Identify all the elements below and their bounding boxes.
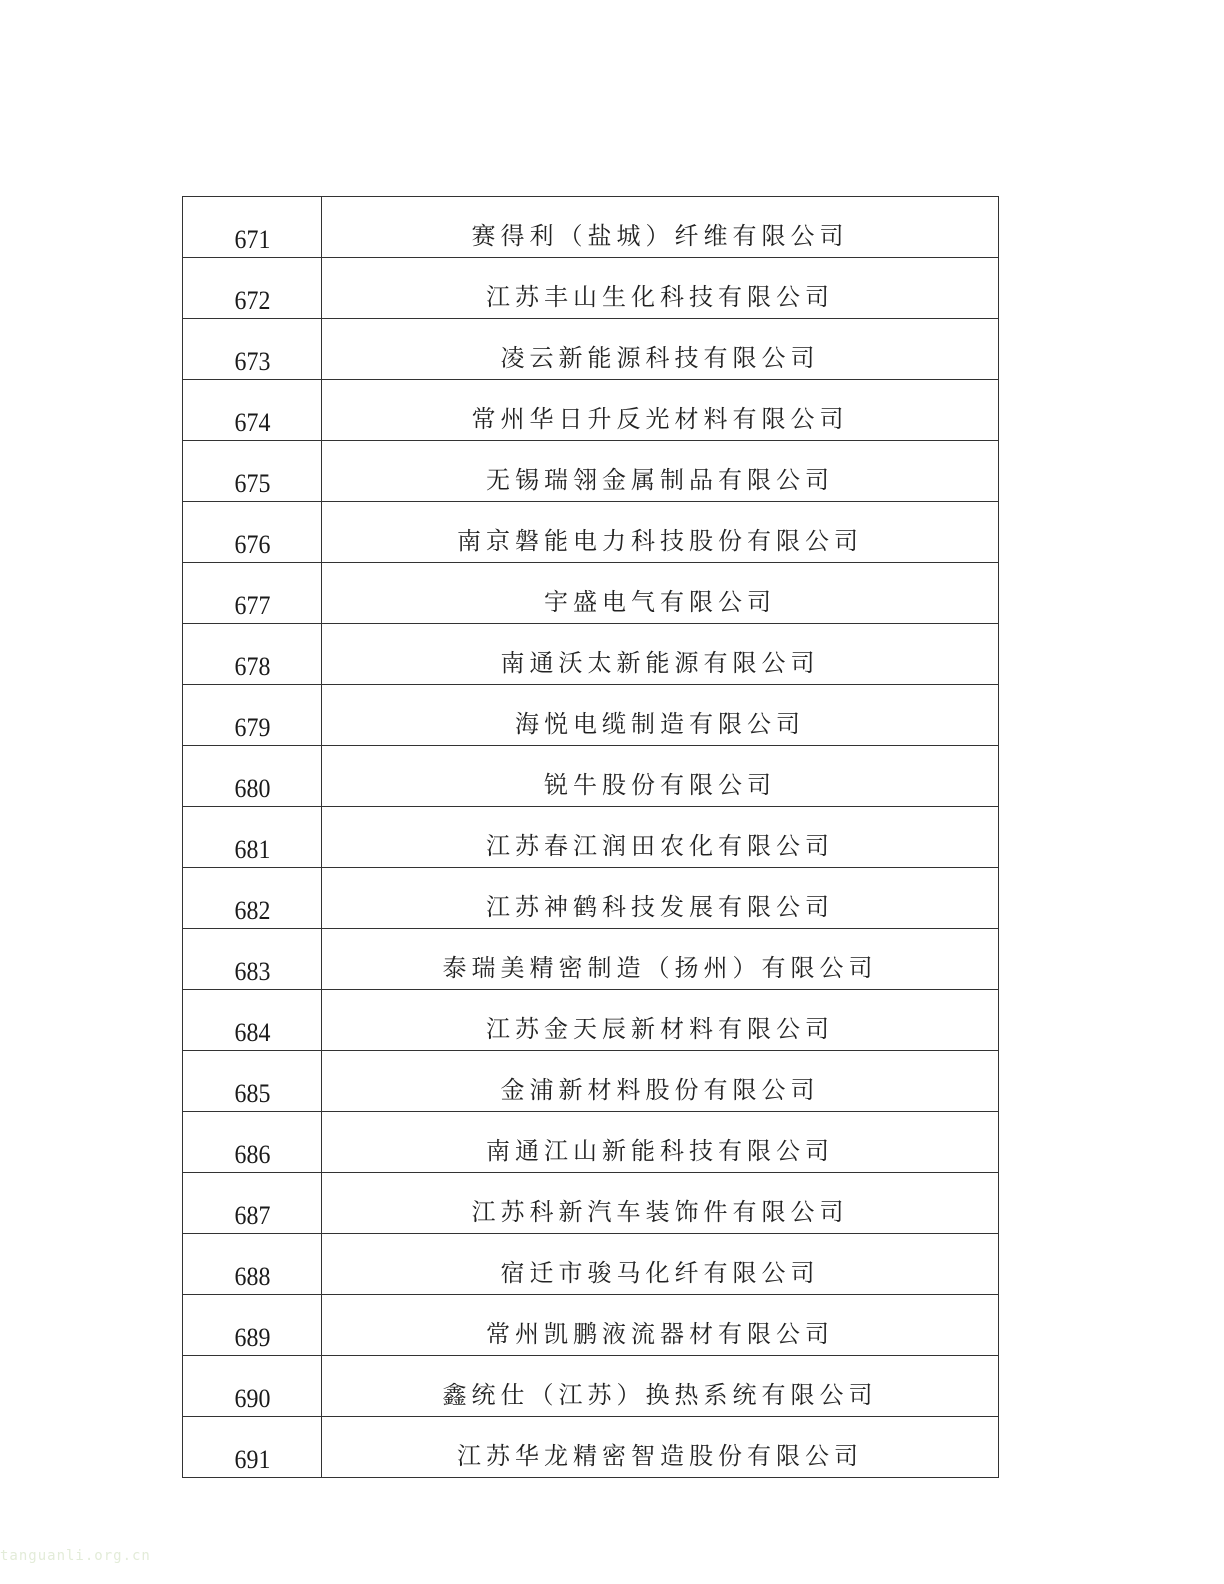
table-row [183,990,999,1051]
row-number-cell [188,990,316,1051]
table-row [183,380,999,441]
company-name-cell [322,563,999,624]
company-list-table [182,196,999,1478]
row-number: 686 [234,1140,270,1169]
row-number: 678 [234,652,270,681]
row-number-cell [188,868,316,929]
table-row [183,563,999,624]
row-number-cell [188,807,316,868]
row-number-cell [188,1173,316,1234]
row-number-cell [188,441,316,502]
row-number-cell [188,258,316,319]
company-name: 江苏春江润田农化有限公司 [486,832,834,860]
company-name: 南京磐能电力科技股份有限公司 [457,527,863,555]
row-number: 679 [234,713,270,742]
company-name-cell [322,1051,999,1112]
row-number: 676 [234,530,270,559]
row-number: 684 [234,1018,270,1047]
company-name-cell [322,441,999,502]
row-number: 688 [234,1262,270,1291]
row-number-cell [188,502,316,563]
company-name: 宿迁市骏马化纤有限公司 [500,1259,820,1287]
row-number: 674 [234,408,270,437]
company-name-cell [322,197,999,258]
row-number: 685 [234,1079,270,1108]
company-name: 江苏科新汽车装饰件有限公司 [471,1198,849,1226]
row-number: 682 [234,896,270,925]
table-row [183,1417,999,1478]
row-number-cell [188,746,316,807]
table-row [183,929,999,990]
table-row [183,1356,999,1417]
table-row [183,746,999,807]
company-name: 江苏丰山生化科技有限公司 [486,283,834,311]
row-number-cell [188,929,316,990]
company-name: 南通江山新能科技有限公司 [486,1137,834,1165]
row-number: 689 [234,1323,270,1352]
row-number: 680 [234,774,270,803]
company-name: 泰瑞美精密制造（扬州）有限公司 [442,954,878,982]
row-number-cell [188,380,316,441]
company-name-cell [322,1234,999,1295]
company-name: 江苏神鹤科技发展有限公司 [486,893,834,921]
company-name: 江苏华龙精密智造股份有限公司 [457,1442,863,1470]
company-name-cell [322,685,999,746]
table-row [183,1295,999,1356]
company-name-cell [322,929,999,990]
table-row [183,502,999,563]
table-row [183,319,999,380]
row-number: 672 [234,286,270,315]
table-row [183,1112,999,1173]
company-name: 江苏金天辰新材料有限公司 [486,1015,834,1043]
table-row [183,624,999,685]
table-row [183,685,999,746]
company-name-cell [322,1173,999,1234]
row-number: 671 [234,225,270,254]
company-name: 南通沃太新能源有限公司 [500,649,820,677]
table-row [183,1234,999,1295]
table-row [183,1051,999,1112]
row-number: 691 [234,1445,270,1474]
company-name-cell [322,868,999,929]
row-number-cell [188,685,316,746]
row-number-cell [188,1417,316,1478]
row-number-cell [188,1112,316,1173]
company-name-cell [322,1356,999,1417]
row-number-cell [188,319,316,380]
company-name-cell [322,624,999,685]
table-row [183,441,999,502]
company-name: 凌云新能源科技有限公司 [500,344,820,372]
row-number-cell [188,1051,316,1112]
row-number: 687 [234,1201,270,1230]
row-number-cell [188,1356,316,1417]
company-name: 宇盛电气有限公司 [544,588,776,616]
company-name-cell [322,258,999,319]
row-number: 681 [234,835,270,864]
company-name-cell [322,1112,999,1173]
row-number-cell [188,1295,316,1356]
row-number: 675 [234,469,270,498]
company-name-cell [322,1417,999,1478]
company-name-cell [322,319,999,380]
company-name: 无锡瑞翎金属制品有限公司 [486,466,834,494]
company-name-cell [322,746,999,807]
row-number-cell [188,563,316,624]
row-number: 690 [234,1384,270,1413]
company-name: 常州凯鹏液流器材有限公司 [486,1320,834,1348]
table-row [183,258,999,319]
row-number-cell [188,1234,316,1295]
company-name: 锐牛股份有限公司 [544,771,776,799]
company-name: 鑫统仕（江苏）换热系统有限公司 [442,1381,878,1409]
company-name-cell [322,807,999,868]
company-name-cell [322,380,999,441]
company-name: 常州华日升反光材料有限公司 [471,405,849,433]
row-number-cell [188,197,316,258]
row-number-cell [188,624,316,685]
company-list-body [183,197,999,1478]
row-number: 677 [234,591,270,620]
row-number: 673 [234,347,270,376]
company-name: 海悦电缆制造有限公司 [515,710,805,738]
company-name: 金浦新材料股份有限公司 [500,1076,820,1104]
company-name-cell [322,1295,999,1356]
company-name-cell [322,502,999,563]
table-row [183,807,999,868]
company-name-cell [322,990,999,1051]
table-row [183,868,999,929]
table-row [183,197,999,258]
table-row [183,1173,999,1234]
row-number: 683 [234,957,270,986]
watermark: tanguanli.org.cn [0,1548,151,1564]
company-name: 赛得利（盐城）纤维有限公司 [471,222,849,250]
